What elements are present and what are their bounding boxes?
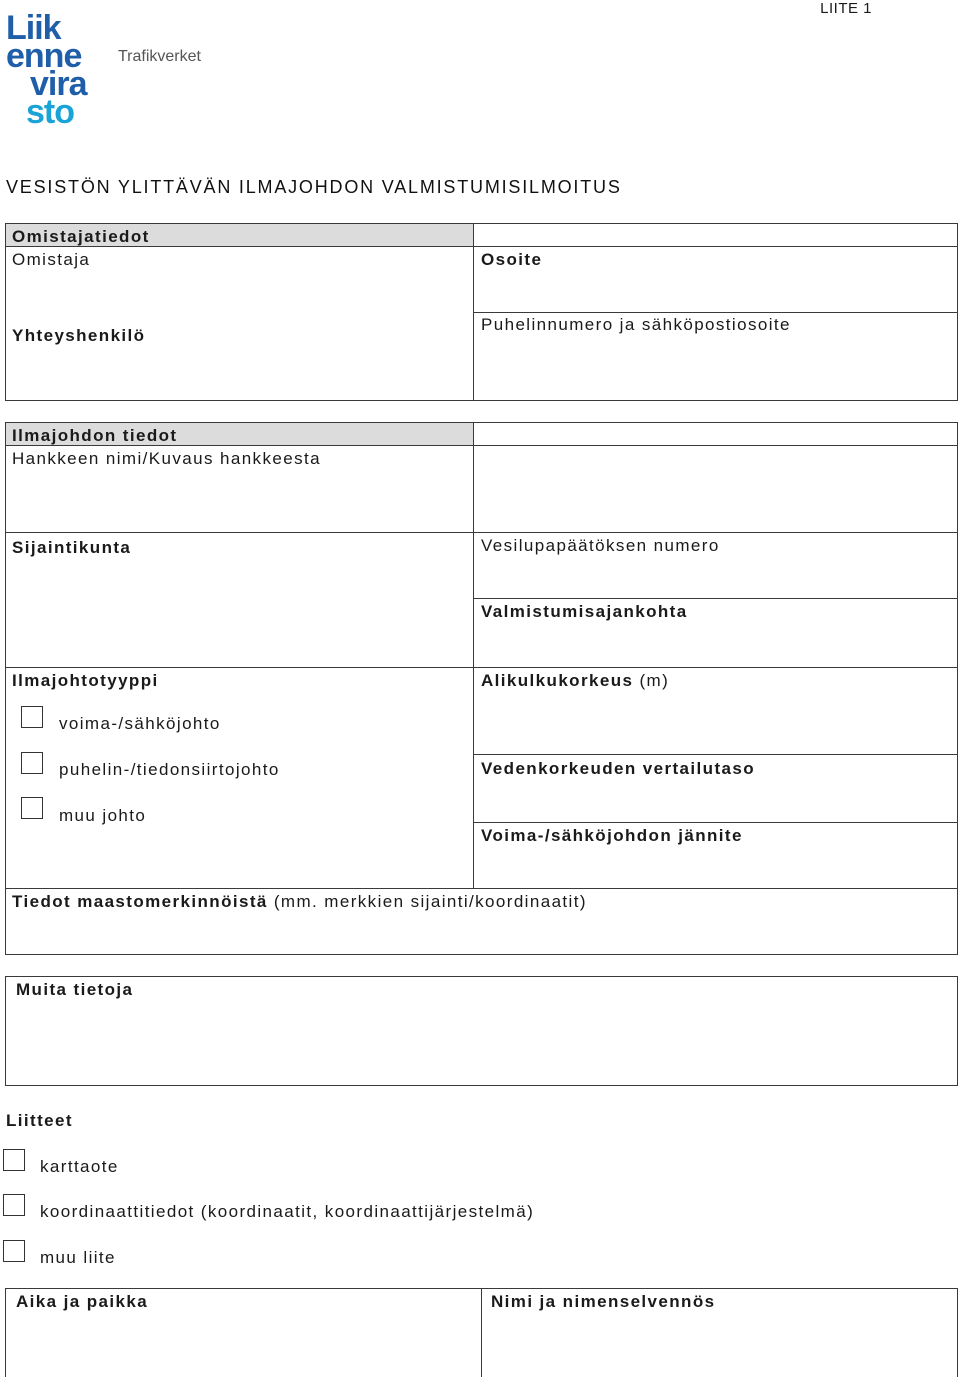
attachment-label: LIITE 1	[820, 0, 872, 17]
clearance-label-text: Alikulkukorkeus	[481, 671, 634, 690]
other-info-field[interactable]	[5, 976, 958, 1086]
voltage-label: Voima-/sähköjohdon jännite	[481, 826, 743, 845]
attachment-option-coordinates: koordinaattitiedot (koordinaatit, koordinaattijärjestelmä)	[40, 1202, 535, 1221]
contact-person-label: Yhteyshenkilö	[12, 326, 146, 345]
line-info-heading: Ilmajohdon tiedot	[12, 426, 178, 445]
completion-label: Valmistumisajankohta	[481, 602, 688, 621]
liikennevirasto-logo	[6, 9, 206, 131]
attachment-checkbox-coordinates[interactable]	[3, 1194, 25, 1216]
clearance-label	[481, 671, 669, 691]
name-label: Nimi ja nimenselvennös	[491, 1292, 716, 1311]
logo-line-1: Liik	[6, 9, 61, 47]
line-type-checkbox-telecom[interactable]	[21, 752, 43, 774]
attachment-checkbox-other[interactable]	[3, 1240, 25, 1262]
logo-subtitle: Trafikverket	[118, 48, 201, 65]
markings-note: (mm. merkkien sijainti/koordinaatit)	[273, 892, 587, 911]
line-type-label: Ilmajohtotyyppi	[12, 671, 159, 690]
document-title: VESISTÖN YLITTÄVÄN ILMAJOHDON VALMISTUMISILMOITUS	[6, 177, 622, 197]
address-label: Osoite	[481, 250, 543, 269]
markings-label-text: Tiedot maastomerkinnöistä	[12, 892, 268, 911]
markings-label	[12, 892, 587, 912]
attachment-checkbox-map[interactable]	[3, 1149, 25, 1171]
logo-line-4: sto	[26, 93, 74, 131]
line-type-checkbox-power[interactable]	[21, 706, 43, 728]
line-type-option-power: voima-/sähköjohto	[59, 714, 221, 733]
water-level-label: Vedenkorkeuden vertailutaso	[481, 759, 755, 778]
logo-line-2: enne	[6, 37, 82, 75]
owner-label: Omistaja	[12, 250, 91, 269]
other-info-label: Muita tietoja	[16, 980, 134, 999]
place-date-label: Aika ja paikka	[16, 1292, 149, 1311]
clearance-unit: (m)	[639, 671, 670, 690]
attachments-heading: Liitteet	[6, 1111, 73, 1130]
line-type-checkbox-other[interactable]	[21, 797, 43, 819]
line-type-option-telecom: puhelin-/tiedonsiirtojohto	[59, 760, 280, 779]
project-label: Hankkeen nimi/Kuvaus hankkeesta	[12, 449, 321, 468]
line-type-option-other: muu johto	[59, 806, 147, 825]
owner-heading: Omistajatiedot	[12, 227, 150, 246]
attachment-option-other: muu liite	[40, 1248, 116, 1267]
permit-number-label: Vesilupapäätöksen numero	[481, 536, 720, 555]
phone-email-label: Puhelinnumero ja sähköpostiosoite	[481, 315, 791, 334]
logo-line-3: vira	[30, 65, 87, 103]
attachment-option-map: karttaote	[40, 1157, 119, 1176]
municipality-label: Sijaintikunta	[12, 538, 132, 557]
